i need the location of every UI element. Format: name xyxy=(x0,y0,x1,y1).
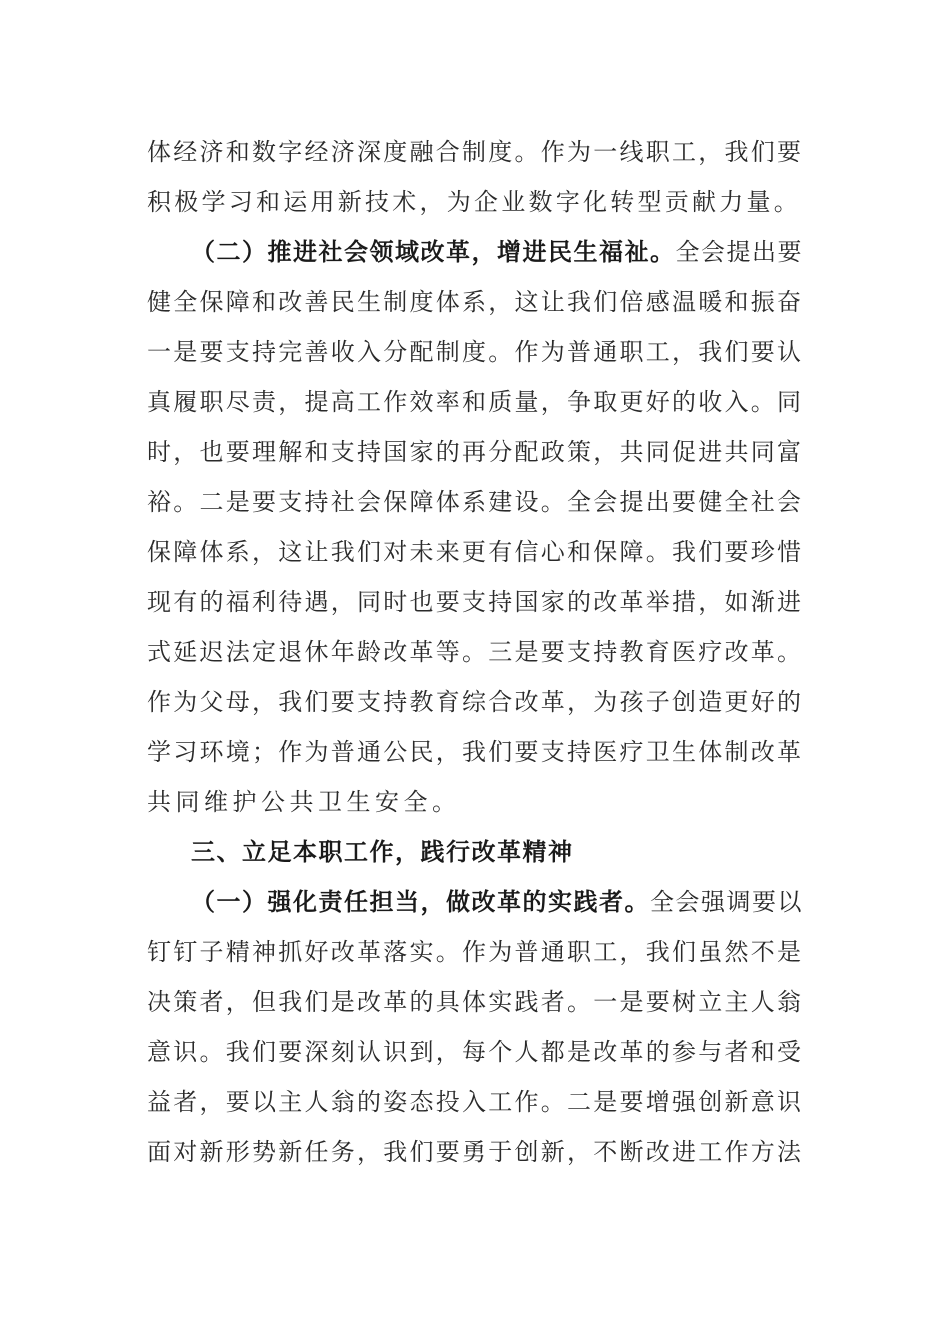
text-line: 保障体系，这让我们对未来更有信心和保障。我们要珍惜 xyxy=(147,538,804,566)
text-line: 共同维护公共卫生安全。 xyxy=(147,788,461,816)
section-3-1-subheading: （一）强化责任担当，做改革的实践者。 xyxy=(191,887,650,916)
section-3-1-intro-line: （一）强化责任担当，做改革的实践者。全会强调要以 xyxy=(191,887,803,916)
section-3-heading: 三、立足本职工作，践行改革精神 xyxy=(191,837,574,866)
text-line: 积极学习和运用新技术，为企业数字化转型贡献力量。 xyxy=(147,188,801,216)
text-line: 裕。二是要支持社会保障体系建设。全会提出要健全社会 xyxy=(147,488,804,516)
section-2-intro-line: （二）推进社会领域改革，增进民生福祉。全会提出要 xyxy=(191,237,803,266)
text-line: 现有的福利待遇，同时也要支持国家的改革举措，如渐进 xyxy=(147,588,804,616)
text-line: 作为父母，我们要支持教育综合改革，为孩子创造更好的 xyxy=(147,688,804,716)
text-line: 体经济和数字经济深度融合制度。作为一线职工，我们要 xyxy=(147,138,804,166)
text-line: 式延迟法定退休年龄改革等。三是要支持教育医疗改革。 xyxy=(147,638,804,666)
text-line: 钉钉子精神抓好改革落实。作为普通职工，我们虽然不是 xyxy=(147,938,804,966)
text-line: 决策者，但我们是改革的具体实践者。一是要树立主人翁 xyxy=(147,988,804,1016)
text-line: 意识。我们要深刻认识到，每个人都是改革的参与者和受 xyxy=(147,1038,804,1066)
text-line: 一是要支持完善收入分配制度。作为普通职工，我们要认 xyxy=(147,338,804,366)
section-2-subheading: （二）推进社会领域改革，增进民生福祉。 xyxy=(191,237,676,266)
text-line: 真履职尽责，提高工作效率和质量，争取更好的收入。同 xyxy=(147,388,804,416)
text-line: 健全保障和改善民生制度体系，这让我们倍感温暖和振奋 xyxy=(147,288,804,316)
text-line: 面对新形势新任务，我们要勇于创新，不断改进工作方法 xyxy=(147,1138,804,1166)
text-line: 益者，要以主人翁的姿态投入工作。二是要增强创新意识 xyxy=(147,1088,804,1116)
text-line: 时，也要理解和支持国家的再分配政策，共同促进共同富 xyxy=(147,438,804,466)
text-line: 学习环境；作为普通公民，我们要支持医疗卫生体制改革 xyxy=(147,738,804,766)
